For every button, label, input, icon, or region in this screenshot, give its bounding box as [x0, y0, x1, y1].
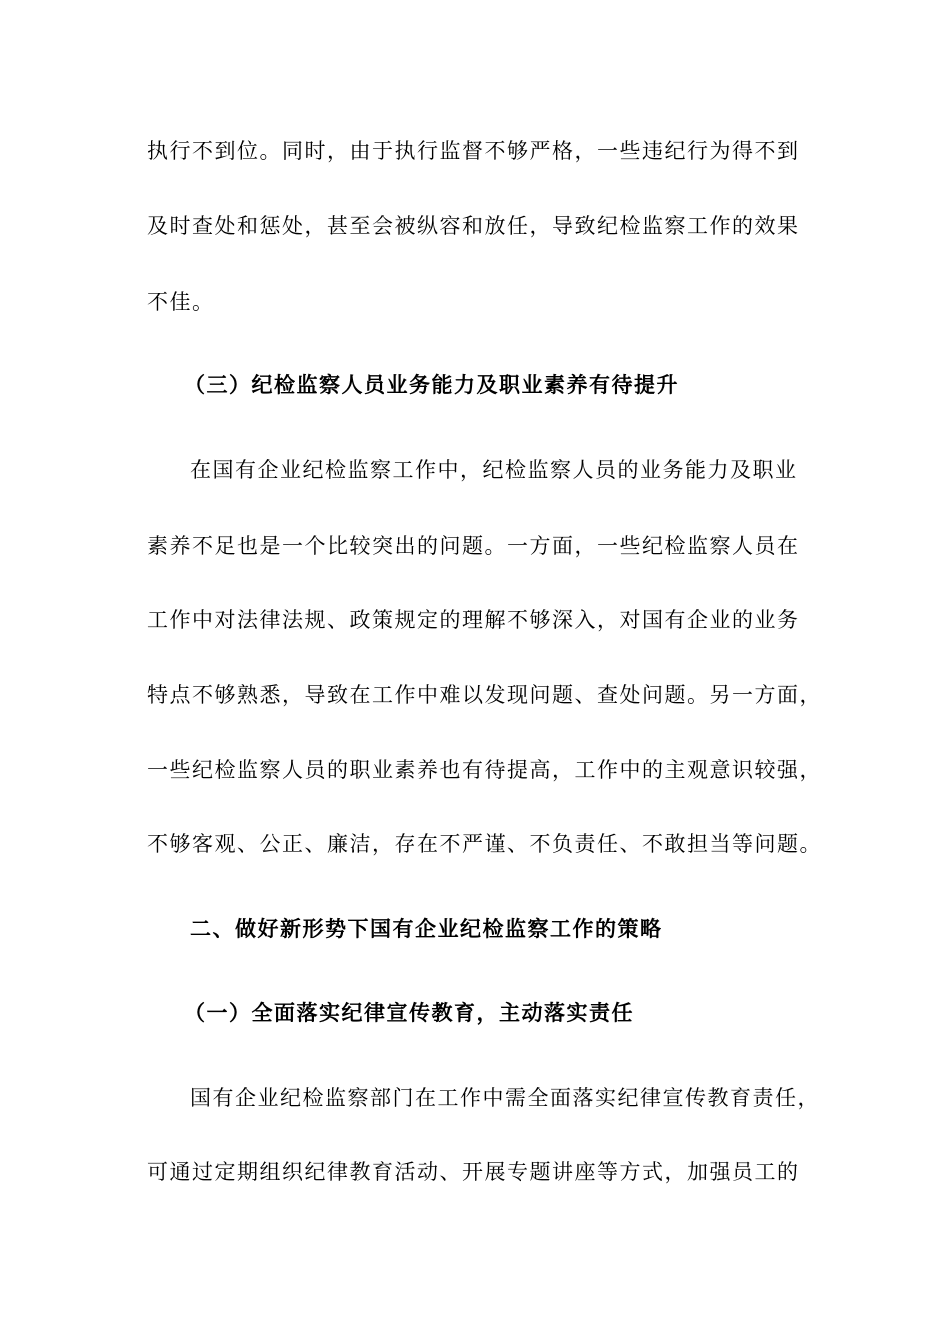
paragraph-line: 一些纪检监察人员的职业素养也有待提高，工作中的主观意识较强，	[147, 758, 822, 782]
paragraph-line: 素养不足也是一个比较突出的问题。一方面，一些纪检监察人员在	[147, 534, 800, 558]
paragraph-line: 在国有企业纪检监察工作中，纪检监察人员的业务能力及职业	[190, 458, 798, 482]
paragraph-line: 国有企业纪检监察部门在工作中需全面落实纪律宣传教育责任，	[190, 1086, 820, 1110]
section-heading-3: （三）纪检监察人员业务能力及职业素养有待提升	[184, 372, 679, 397]
section-heading-1: （一）全面落实纪律宣传教育，主动落实责任	[184, 1000, 634, 1025]
chapter-heading: 二、做好新形势下国有企业纪检监察工作的策略	[190, 916, 663, 941]
paragraph-line: 及时查处和惩处，甚至会被纵容和放任，导致纪检监察工作的效果	[147, 214, 800, 238]
paragraph-line: 不够客观、公正、廉洁，存在不严谨、不负责任、不敢担当等问题。	[147, 832, 822, 856]
paragraph-line: 工作中对法律法规、政策规定的理解不够深入，对国有企业的业务	[147, 608, 800, 632]
paragraph-line: 不佳。	[147, 290, 215, 314]
paragraph-line: 执行不到位。同时，由于执行监督不够严格，一些违纪行为得不到	[147, 139, 800, 163]
paragraph-line: 特点不够熟悉，导致在工作中难以发现问题、查处问题。另一方面，	[147, 683, 822, 707]
paragraph-line: 可通过定期组织纪律教育活动、开展专题讲座等方式，加强员工的	[147, 1160, 800, 1184]
